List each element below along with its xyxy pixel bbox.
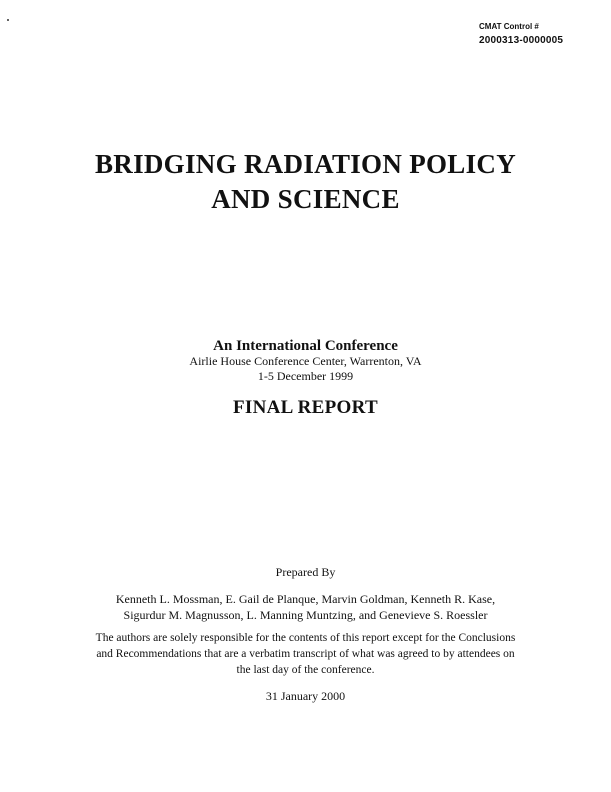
control-label: CMAT Control # (479, 22, 539, 31)
authors-line-1: Kenneth L. Mossman, E. Gail de Planque, Marvin Goldman, Kenneth R. Kase, (115, 592, 496, 606)
disclaimer-line-3: the last day of the conference. (236, 664, 375, 676)
author-list (0, 591, 611, 623)
control-number: 2000313-0000005 (479, 35, 564, 46)
title-line-1: BRIDGING RADIATION POLICY (94, 149, 517, 179)
scan-speck (7, 19, 9, 21)
title-line-2: AND SCIENCE (211, 184, 400, 214)
report-date: 31 January 2000 (265, 689, 346, 703)
disclaimer (0, 630, 611, 678)
document-title (0, 147, 611, 217)
disclaimer-line-2: and Recommendations that are a verbatim transcript of what was agreed to by attendees on (96, 648, 515, 660)
conference-venue: Airlie House Conference Center, Warrenton, VA (189, 354, 422, 368)
conference-dates: 1-5 December 1999 (257, 369, 354, 383)
conference-title: An International Conference (213, 338, 398, 354)
prepared-by-label: Prepared By (275, 565, 336, 579)
authors-line-2: Sigurdur M. Magnusson, L. Manning Muntzing, and Genevieve S. Roessler (123, 608, 488, 622)
report-type: FINAL REPORT (233, 397, 378, 418)
control-stamp (479, 20, 563, 48)
disclaimer-line-1: The authors are solely responsible for the contents of this report except for the Conclusions (95, 632, 516, 644)
